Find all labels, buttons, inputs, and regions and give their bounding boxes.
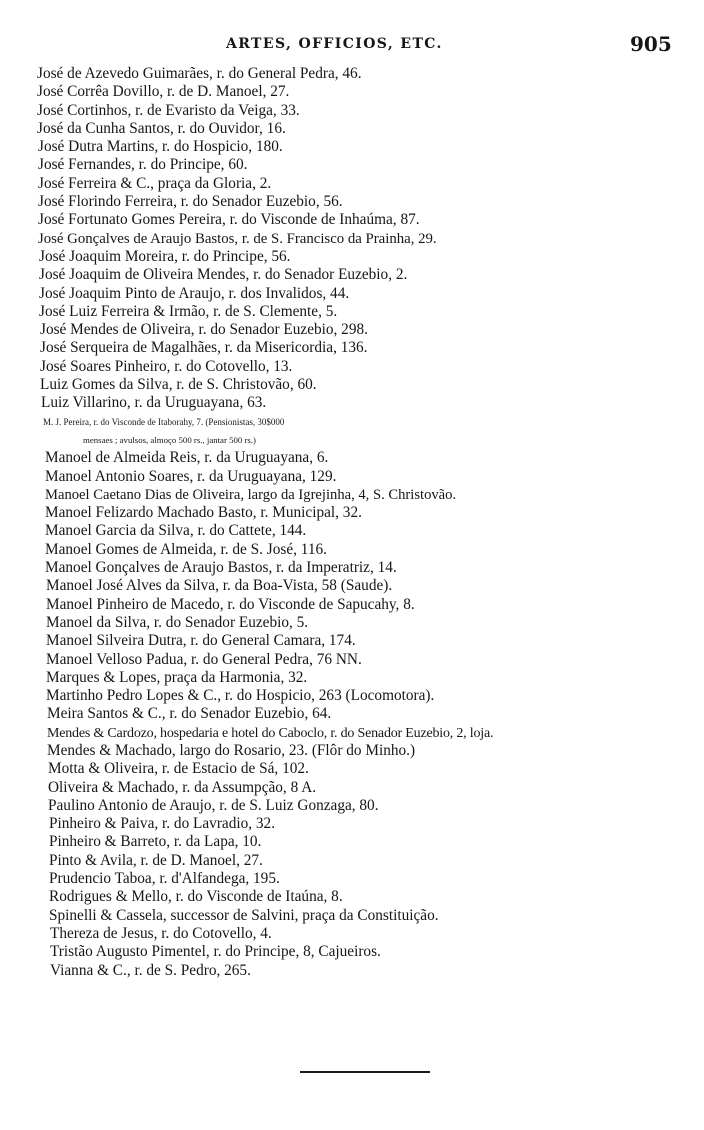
directory-list (0, 65, 704, 980)
list-item: Pinheiro & Paiva, r. do Lavradio, 32. (49, 815, 276, 833)
list-item: Manoel Gonçalves de Araujo Bastos, r. da Imperatriz, 14. (45, 559, 397, 577)
list-item: José Luiz Ferreira & Irmão, r. de S. Clemente, 5. (39, 302, 338, 320)
list-item: Manoel Caetano Dias de Oliveira, largo da Igrejinha, 4, S. Christovão. (45, 486, 457, 503)
list-item: Manoel Garcia da Silva, r. do Cattete, 144. (45, 522, 307, 540)
list-item: Pinheiro & Barreto, r. da Lapa, 10. (49, 833, 262, 851)
list-item: José Fortunato Gomes Pereira, r. do Visconde de Inhaúma, 87. (38, 211, 420, 229)
list-item: José Joaquim de Oliveira Mendes, r. do Senador Euzebio, 2. (39, 266, 408, 284)
list-item: José Cortinhos, r. de Evaristo da Veiga, 33. (37, 101, 300, 119)
list-item: M. J. Pereira, r. do Visconde de Itaborahy, 7. (Pensionistas, 30$000 mensaes ; avulsos, almoço 500 rs., jantar 500 rs.) (0, 413, 704, 450)
list-item: Martinho Pedro Lopes & C., r. do Hospicio, 263 (Locomotora). (46, 687, 435, 705)
list-item: Rodrigues & Mello, r. do Visconde de Itaúna, 8. (49, 888, 343, 906)
list-item: Luiz Gomes da Silva, r. de S. Christovão, 60. (40, 376, 317, 394)
list-item: José de Azevedo Guimarães, r. do General Pedra, 46. (37, 65, 362, 82)
list-item: Vianna & C., r. de S. Pedro, 265. (50, 961, 251, 979)
list-item: José Fernandes, r. do Principe, 60. (38, 156, 248, 174)
running-header (0, 34, 704, 60)
list-item: Manoel de Almeida Reis, r. da Uruguayana, 6. (45, 449, 329, 467)
list-item: José Dutra Martins, r. do Hospicio, 180. (38, 138, 283, 156)
list-item: José Serqueira de Magalhães, r. da Misericordia, 136. (40, 339, 368, 357)
list-item: Tristão Augusto Pimentel, r. do Principe, 8, Cajueiros. (50, 943, 381, 961)
list-item: José Florindo Ferreira, r. do Senador Euzebio, 56. (38, 193, 343, 211)
list-item: Prudencio Taboa, r. d'Alfandega, 195. (49, 870, 280, 888)
list-item: José Joaquim Moreira, r. do Principe, 56. (39, 247, 291, 265)
list-item: Oliveira & Machado, r. da Assumpção, 8 A. (48, 778, 317, 796)
list-item: Manoel da Silva, r. do Senador Euzebio, 5. (46, 613, 309, 631)
list-item: Pinto & Avila, r. de D. Manoel, 27. (49, 851, 263, 869)
list-item: Paulino Antonio de Araujo, r. de S. Luiz Gonzaga, 80. (48, 796, 379, 814)
list-item: José da Cunha Santos, r. do Ouvidor, 16. (37, 119, 286, 137)
list-item: Manoel Pinheiro de Macedo, r. do Visconde de Sapucahy, 8. (46, 595, 415, 613)
list-item: Mendes & Machado, largo do Rosario, 23. (Flôr do Minho.) (47, 741, 416, 759)
list-item: Manoel Antonio Soares, r. da Uruguayana, 129. (45, 467, 337, 485)
list-item: Manoel José Alves da Silva, r. da Boa-Vista, 58 (Saude). (46, 577, 393, 595)
list-item: José Ferreira & C., praça da Gloria, 2. (38, 174, 272, 192)
list-item: Meira Santos & C., r. do Senador Euzebio, 64. (47, 705, 332, 723)
list-item: Manoel Felizardo Machado Basto, r. Municipal, 32. (45, 504, 362, 522)
list-item: José Corrêa Dovillo, r. de D. Manoel, 27. (37, 83, 290, 101)
list-item: Manoel Silveira Dutra, r. do General Camara, 174. (46, 632, 356, 650)
section-end-rule (300, 1071, 430, 1073)
list-item: Mendes & Cardozo, hospedaria e hotel do Caboclo, r. do Senador Euzebio, 2, loja. (47, 725, 494, 741)
list-item-continuation: mensaes ; avulsos, almoço 500 rs., jantar 500 rs.) (83, 434, 256, 445)
list-item: José Soares Pinheiro, r. do Cotovello, 13. (40, 357, 293, 375)
list-item: Thereza de Jesus, r. do Cotovello, 4. (50, 924, 272, 942)
list-item: Manoel Gomes de Almeida, r. de S. José, 116. (45, 540, 327, 558)
list-item: Marques & Lopes, praça da Harmonia, 32. (46, 668, 308, 686)
list-item: Manoel Velloso Padua, r. do General Pedra, 76 NN. (46, 650, 362, 668)
list-item: José Mendes de Oliveira, r. do Senador Euzebio, 298. (40, 321, 368, 339)
list-item: José Joaquim Pinto de Araujo, r. dos Invalidos, 44. (39, 284, 350, 302)
list-item: José Gonçalves de Araujo Bastos, r. de S. Francisco da Prainha, 29. (38, 230, 437, 247)
list-item: Spinelli & Cassela, successor de Salvini, praça da Constituição. (49, 906, 439, 924)
page-number: 905 (630, 32, 672, 56)
section-title: ARTES, OFFICIOS, ETC. (226, 36, 443, 52)
list-item: Motta & Oliveira, r. de Estacio de Sá, 102. (48, 760, 309, 778)
list-item: Luiz Villarino, r. da Uruguayana, 63. (41, 394, 267, 412)
